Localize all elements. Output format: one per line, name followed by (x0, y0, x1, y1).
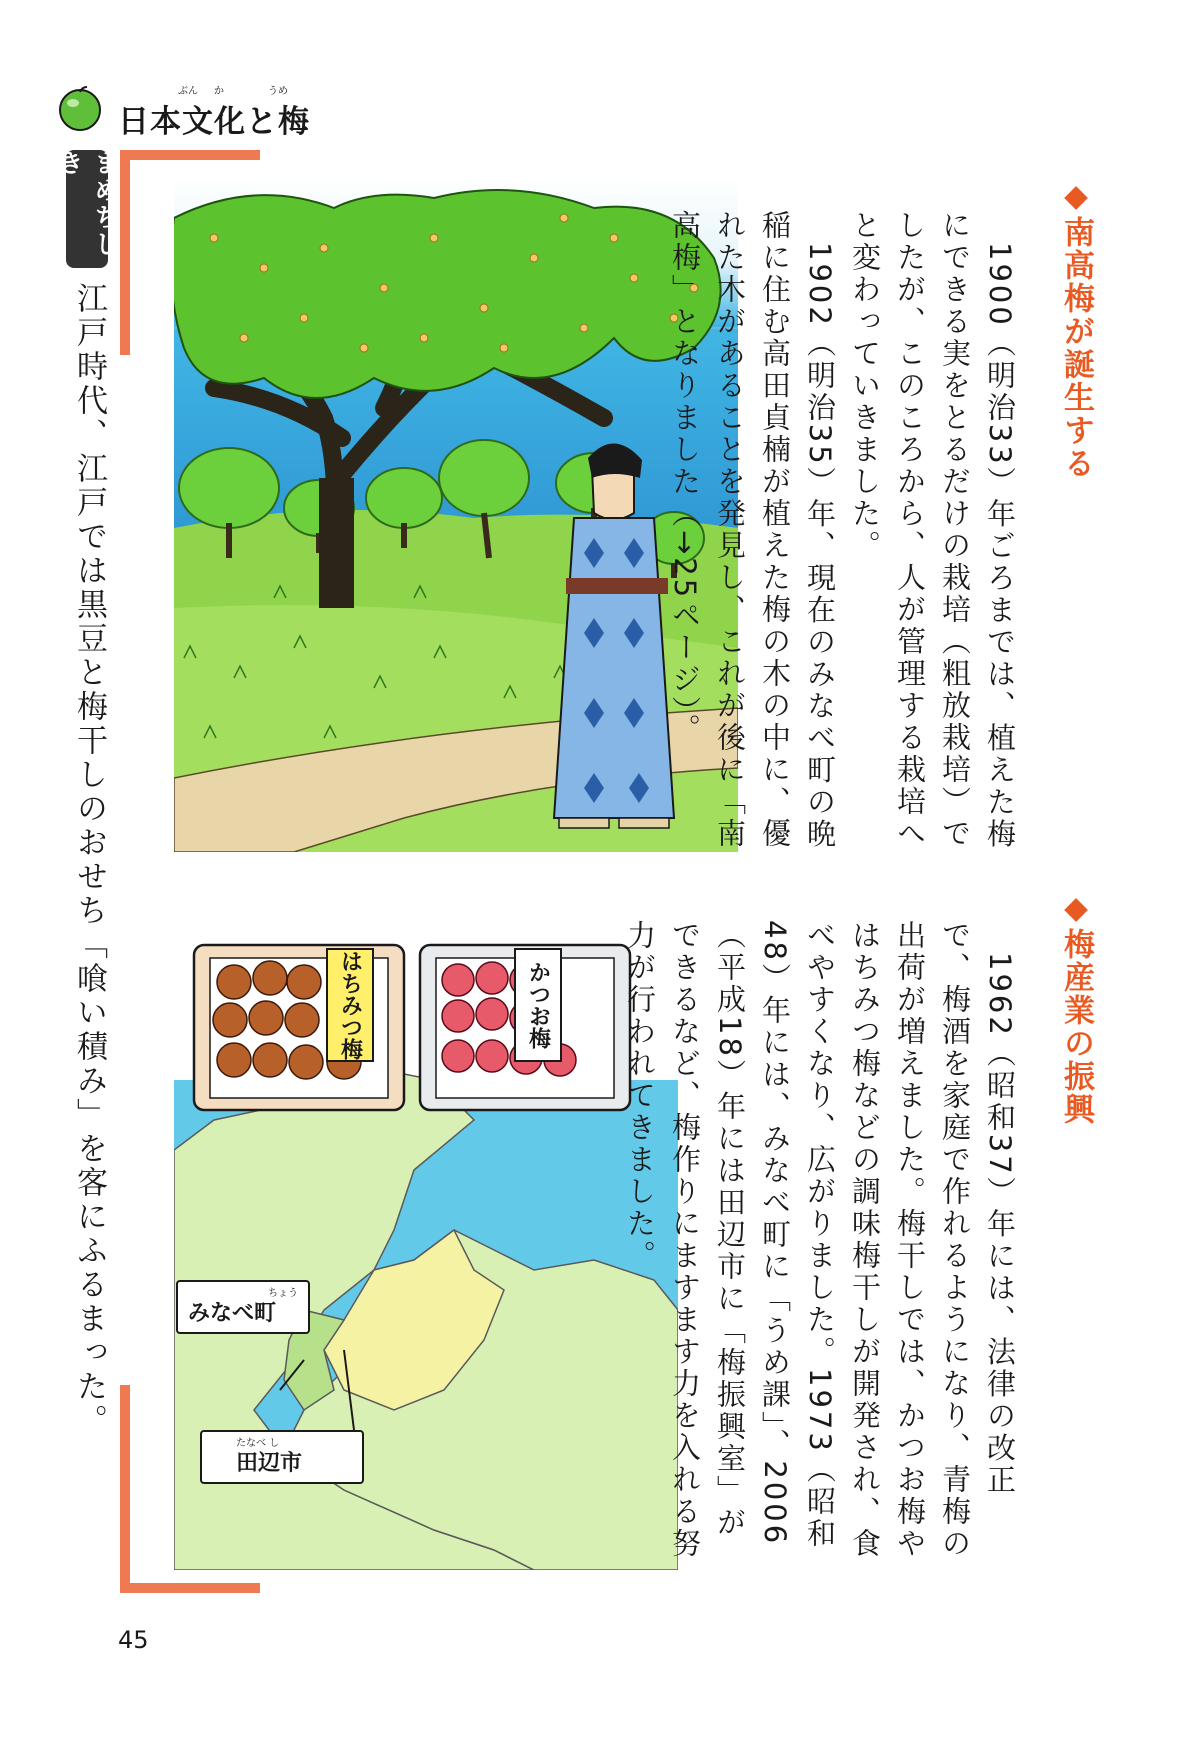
bracket-top-vertical (120, 150, 130, 355)
page-number: 45 (118, 1626, 149, 1654)
ruby-ka: か (214, 86, 224, 97)
tanabe-label-box (200, 1430, 364, 1484)
bracket-bottom-vertical (120, 1385, 130, 1593)
hachimitsu-ume-label: はちみつ梅 (326, 948, 374, 1062)
minabe-ruby: ちょう (268, 1288, 298, 1299)
minabe-label: みなべ町 (188, 1301, 277, 1326)
page-title: 日本文化と梅 (118, 104, 310, 140)
section-title-industry: ◆梅産業の振興 (1058, 890, 1094, 1126)
tanabe-label: 田辺市 (236, 1451, 303, 1476)
ume-products-and-map-illustration (174, 890, 678, 1570)
section-body-industry (623, 920, 1022, 1560)
bracket-bottom-horizontal (120, 1583, 260, 1593)
section-title-nankoume: ◆南高梅が誕生する (1058, 178, 1094, 480)
minabe-label-box (176, 1280, 310, 1334)
mamechishiki-text: 江戸時代、江戸では黒豆と梅干しのおせち「喰い積み」を客にふるまった。 (71, 282, 107, 1438)
katsuo-ume-label: かつお梅 (514, 948, 562, 1062)
bracket-top-horizontal (120, 150, 260, 160)
section1-paragraph-1: 1900（明治33）年ごろまでは、植えた梅にできる実をとるだけの栽培（粗放栽培）でしたが、このころから、人が管理する栽培へと変わっていきました。 (848, 210, 1017, 851)
ume-tree-illustration (174, 178, 738, 852)
ume-fruit-icon (56, 84, 104, 132)
tanabe-ruby: たなべ し (236, 1438, 280, 1449)
section1-paragraph-2: 1902（明治35）年、現在のみなべ町の晩稲に住む高田貞楠が植えた梅の木の中に、優れた木があることを発見し、これが後に「南高梅」となりました（→25ページ）。 (668, 210, 837, 851)
mamechishiki-badge: まめちしき (66, 150, 108, 268)
ruby-bun: ぶん (178, 86, 198, 97)
section-body-nankoume (668, 210, 1022, 870)
ruby-ume: うめ (268, 86, 288, 97)
section2-paragraph-1: 1962（昭和37）年には、法律の改正で、梅酒を家庭で作れるようになり、青梅の出荷が増えました。梅干しでは、かつお梅やはちみつ梅などの調味梅干しが開発され、食べやすくなり、広がりました。1973（昭和48）年には、みなべ町に「うめ課」、2006（平成18）年には田辺市に「梅振興室」ができるなど、梅作りにますます力を入れる努力が行われてきました。 (623, 920, 1017, 1560)
